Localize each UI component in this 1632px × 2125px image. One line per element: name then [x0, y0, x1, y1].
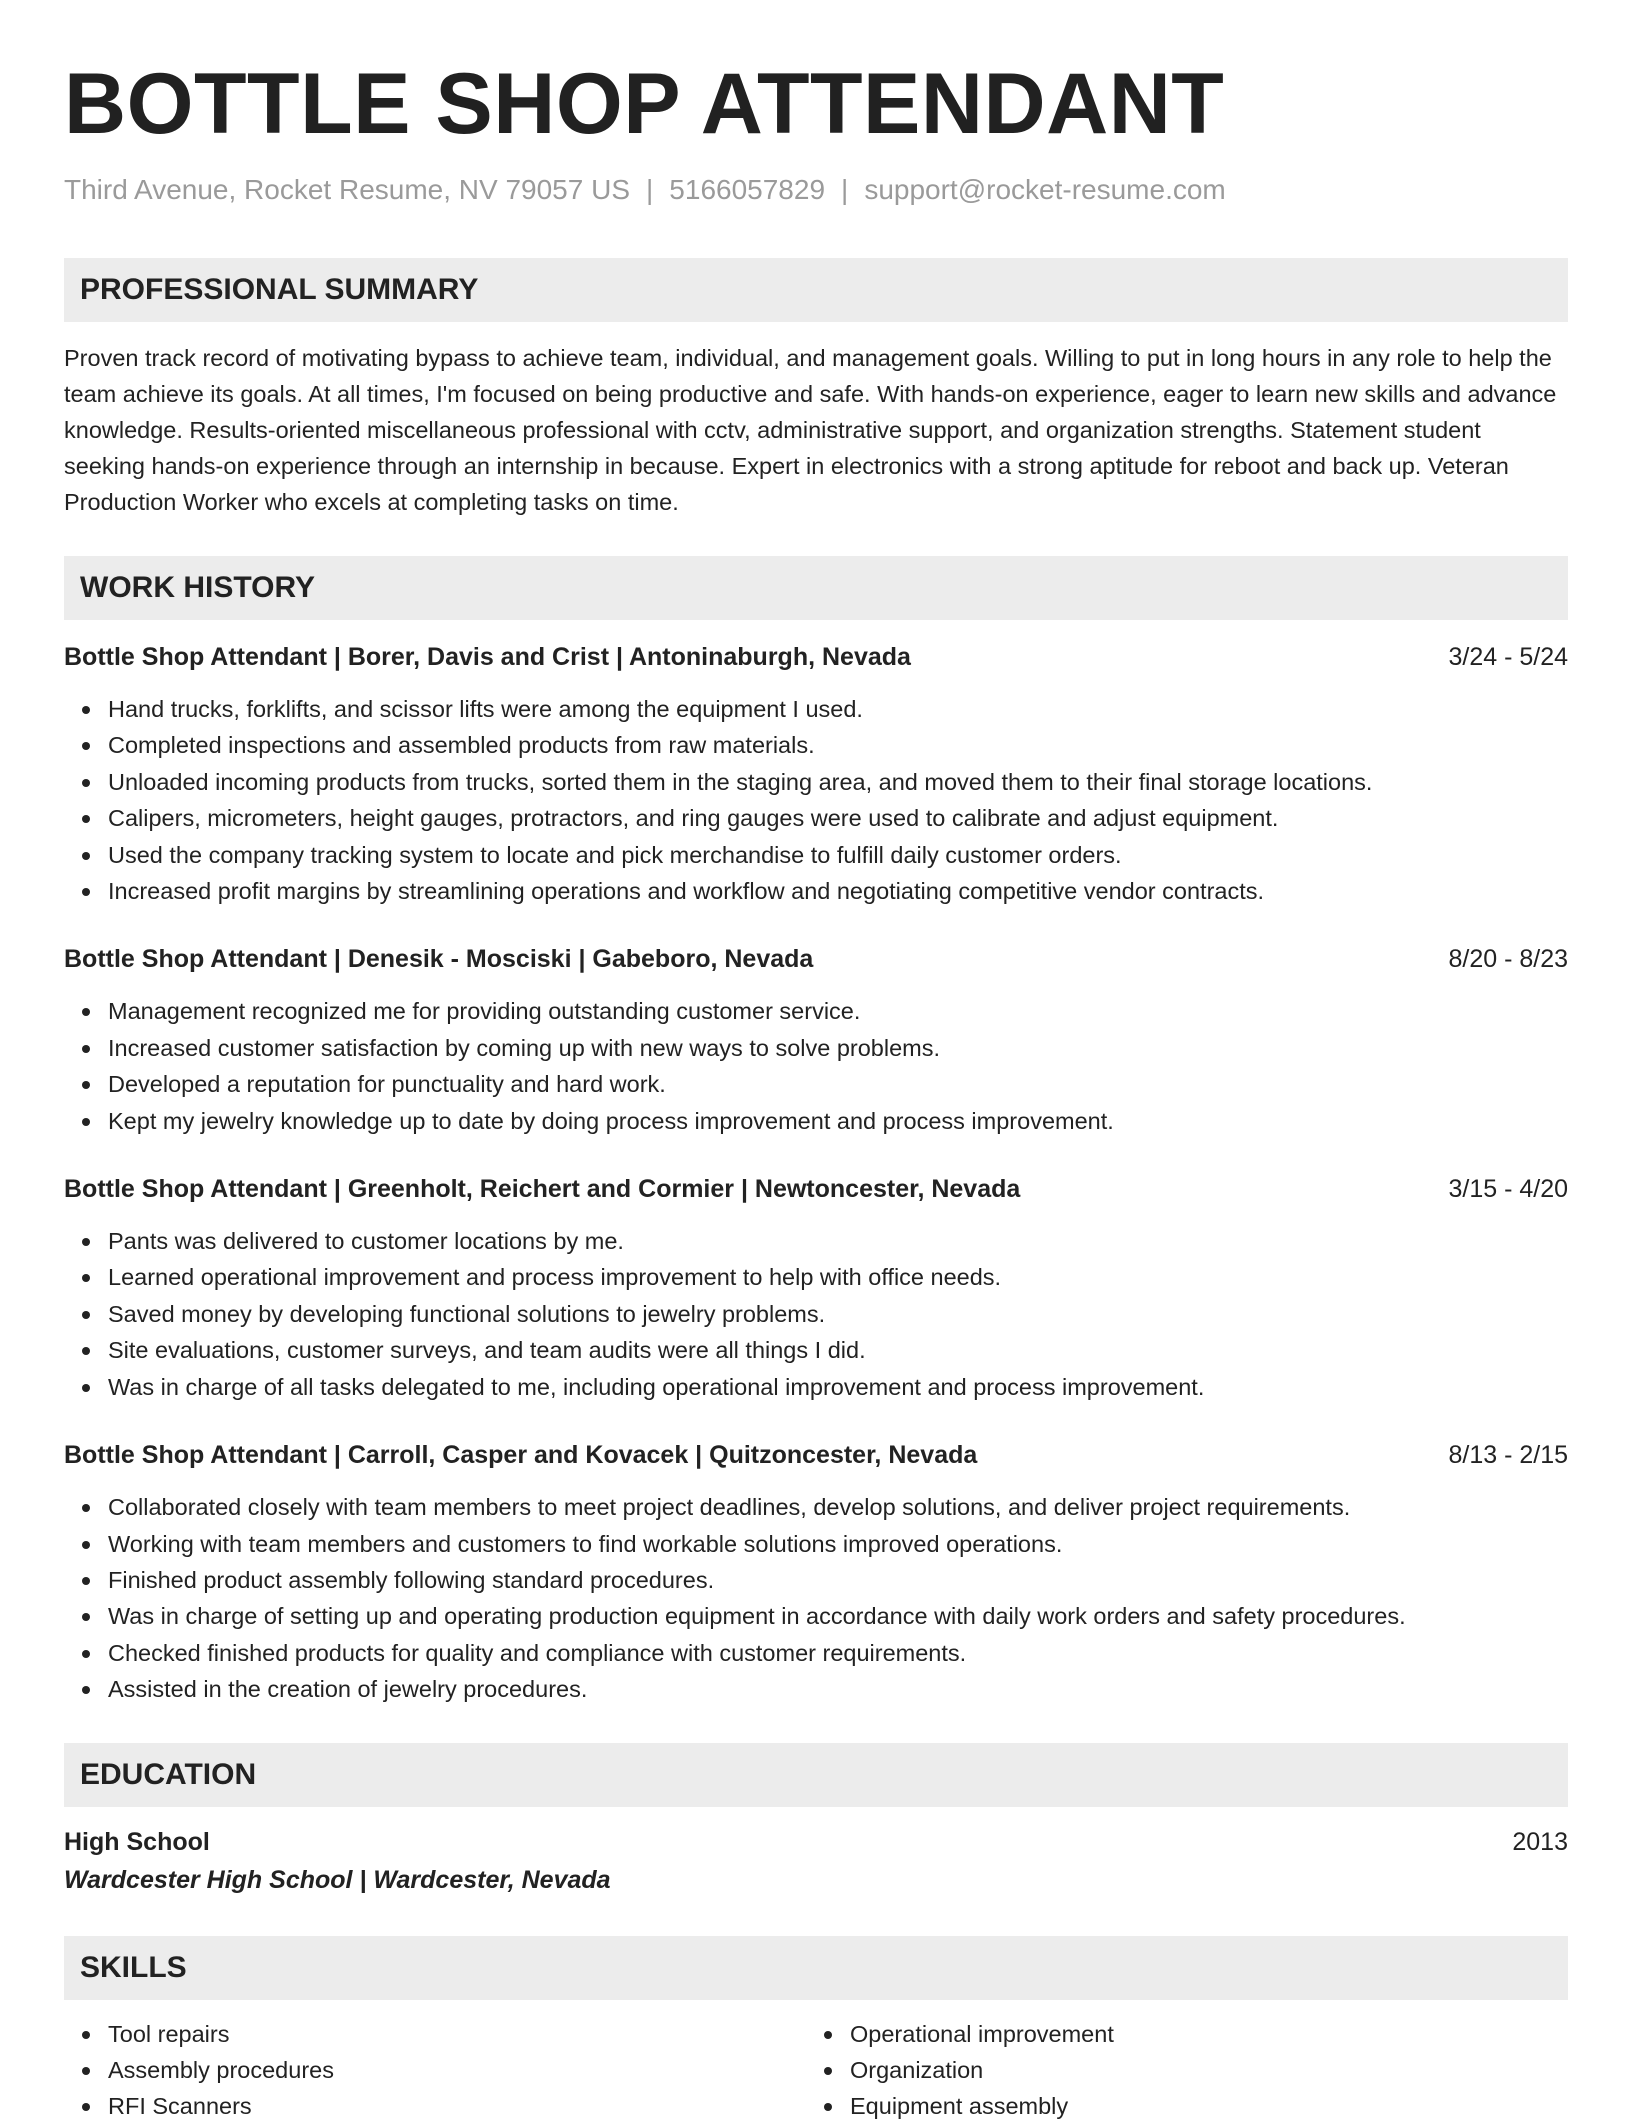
job-bullets: [64, 691, 1568, 909]
skills-grid: [64, 2016, 1568, 2125]
job-header: [64, 942, 1568, 976]
professional-summary-text: Proven track record of motivating bypass to achieve team, individual, and management goals. Willing to put in long hours in any role to help the team achieve its goals. At all times, I'm focused on being productive and safe. With hands-on experience, eager to learn new skills and advance knowledge. Results-oriented miscellaneous professional with cctv, administrative support, and organization strengths. Statement student seeking hands-on experience through an internship in because. Expert in electronics with a strong aptitude for reboot and back up. Veteran Production Worker who excels at completing tasks on time.: [64, 345, 1557, 515]
candidate-name: BOTTLE SHOP ATTENDANT: [64, 56, 1225, 152]
job-bullet: Learned operational improvement and process improvement to help with office needs.: [64, 1259, 1568, 1295]
contact-line: [64, 172, 1568, 208]
skills-list: [64, 2016, 806, 2125]
job-bullet: Increased customer satisfaction by coming up with new ways to solve problems.: [64, 1030, 1568, 1066]
contact-phone: 5166057829: [669, 174, 826, 205]
education-school: Wardcester High School | Wardcester, Nevada: [64, 1865, 611, 1894]
job-bullet: Working with team members and customers to find workable solutions improved operations.: [64, 1526, 1568, 1562]
job-bullets: [64, 1223, 1568, 1405]
job-bullet: Increased profit margins by streamlining operations and workflow and negotiating competitive vendor contracts.: [64, 873, 1568, 909]
job-entry: [64, 640, 1568, 909]
contact-email: support@rocket-resume.com: [864, 174, 1226, 205]
skills-column-right: [806, 2016, 1548, 2125]
job-title: Bottle Shop Attendant | Greenholt, Reichert and Cormier | Newtoncester, Nevada: [64, 1175, 1021, 1204]
job-bullet: Developed a reputation for punctuality and hard work.: [64, 1066, 1568, 1102]
job-bullets: [64, 1489, 1568, 1707]
job-bullets: [64, 993, 1568, 1139]
skill-item: Equipment assembly: [806, 2088, 1548, 2124]
skills-column-left: [64, 2016, 806, 2125]
resume-page: [64, 0, 1568, 2125]
contact-separator: |: [646, 174, 654, 205]
skill-item: Tool repairs: [64, 2016, 806, 2052]
job-entry: [64, 1172, 1568, 1405]
skills-list: [806, 2016, 1548, 2125]
job-bullet: Used the company tracking system to locate and pick merchandise to fulfill daily customer orders.: [64, 837, 1568, 873]
job-title: Bottle Shop Attendant | Carroll, Casper and Kovacek | Quitzoncester, Nevada: [64, 1441, 978, 1470]
job-dates: 8/13 - 2/15: [1448, 1441, 1568, 1470]
education-year: 2013: [1512, 1827, 1568, 1856]
job-entry: [64, 1438, 1568, 1707]
job-dates: 3/15 - 4/20: [1448, 1175, 1568, 1204]
job-bullet: Management recognized me for providing outstanding customer service.: [64, 993, 1568, 1029]
education-row: [64, 1824, 1568, 1860]
job-bullet: Was in charge of all tasks delegated to me, including operational improvement and process improvement.: [64, 1369, 1568, 1405]
job-bullet: Hand trucks, forklifts, and scissor lifts were among the equipment I used.: [64, 691, 1568, 727]
skill-item: RFI Scanners: [64, 2088, 806, 2124]
skills-header: SKILLS: [64, 1936, 1568, 2000]
job-bullet: Kept my jewelry knowledge up to date by doing process improvement and process improvement.: [64, 1103, 1568, 1139]
job-bullet: Pants was delivered to customer locations by me.: [64, 1223, 1568, 1259]
job-header: [64, 1172, 1568, 1206]
job-bullet: Unloaded incoming products from trucks, sorted them in the staging area, and moved them to their final storage locations.: [64, 764, 1568, 800]
skill-item: Organization: [806, 2052, 1548, 2088]
job-dates: 8/20 - 8/23: [1448, 945, 1568, 974]
job-bullet: Finished product assembly following standard procedures.: [64, 1562, 1568, 1598]
job-header: [64, 1438, 1568, 1472]
skill-item: Assembly procedures: [64, 2052, 806, 2088]
contact-separator: |: [841, 174, 849, 205]
job-title: Bottle Shop Attendant | Borer, Davis and Crist | Antoninaburgh, Nevada: [64, 643, 911, 671]
education-degree: High School: [64, 1827, 210, 1856]
job-dates: 3/24 - 5/24: [1448, 643, 1568, 671]
education-header: EDUCATION: [64, 1743, 1568, 1807]
skill-item: Operational improvement: [806, 2016, 1548, 2052]
job-bullet: Saved money by developing functional solutions to jewelry problems.: [64, 1296, 1568, 1332]
contact-address: Third Avenue, Rocket Resume, NV 79057 US: [64, 174, 631, 205]
job-title: Bottle Shop Attendant | Denesik - Mosciski | Gabeboro, Nevada: [64, 945, 814, 974]
job-bullet: Site evaluations, customer surveys, and team audits were all things I did.: [64, 1332, 1568, 1368]
job-entry: [64, 942, 1568, 1139]
job-bullet: Assisted in the creation of jewelry procedures.: [64, 1671, 1568, 1707]
job-header: [64, 640, 1568, 674]
job-bullet: Collaborated closely with team members to meet project deadlines, develop solutions, and deliver project requirements.: [64, 1489, 1568, 1525]
work-history-header: WORK HISTORY: [64, 556, 1568, 620]
professional-summary-header: PROFESSIONAL SUMMARY: [64, 258, 1568, 322]
job-bullet: Checked finished products for quality and compliance with customer requirements.: [64, 1635, 1568, 1671]
job-bullet: Calipers, micrometers, height gauges, protractors, and ring gauges were used to calibrate and adjust equipment.: [64, 800, 1568, 836]
job-bullet: Completed inspections and assembled products from raw materials.: [64, 727, 1568, 763]
job-bullet: Was in charge of setting up and operating production equipment in accordance with daily work orders and safety procedures.: [64, 1598, 1568, 1634]
